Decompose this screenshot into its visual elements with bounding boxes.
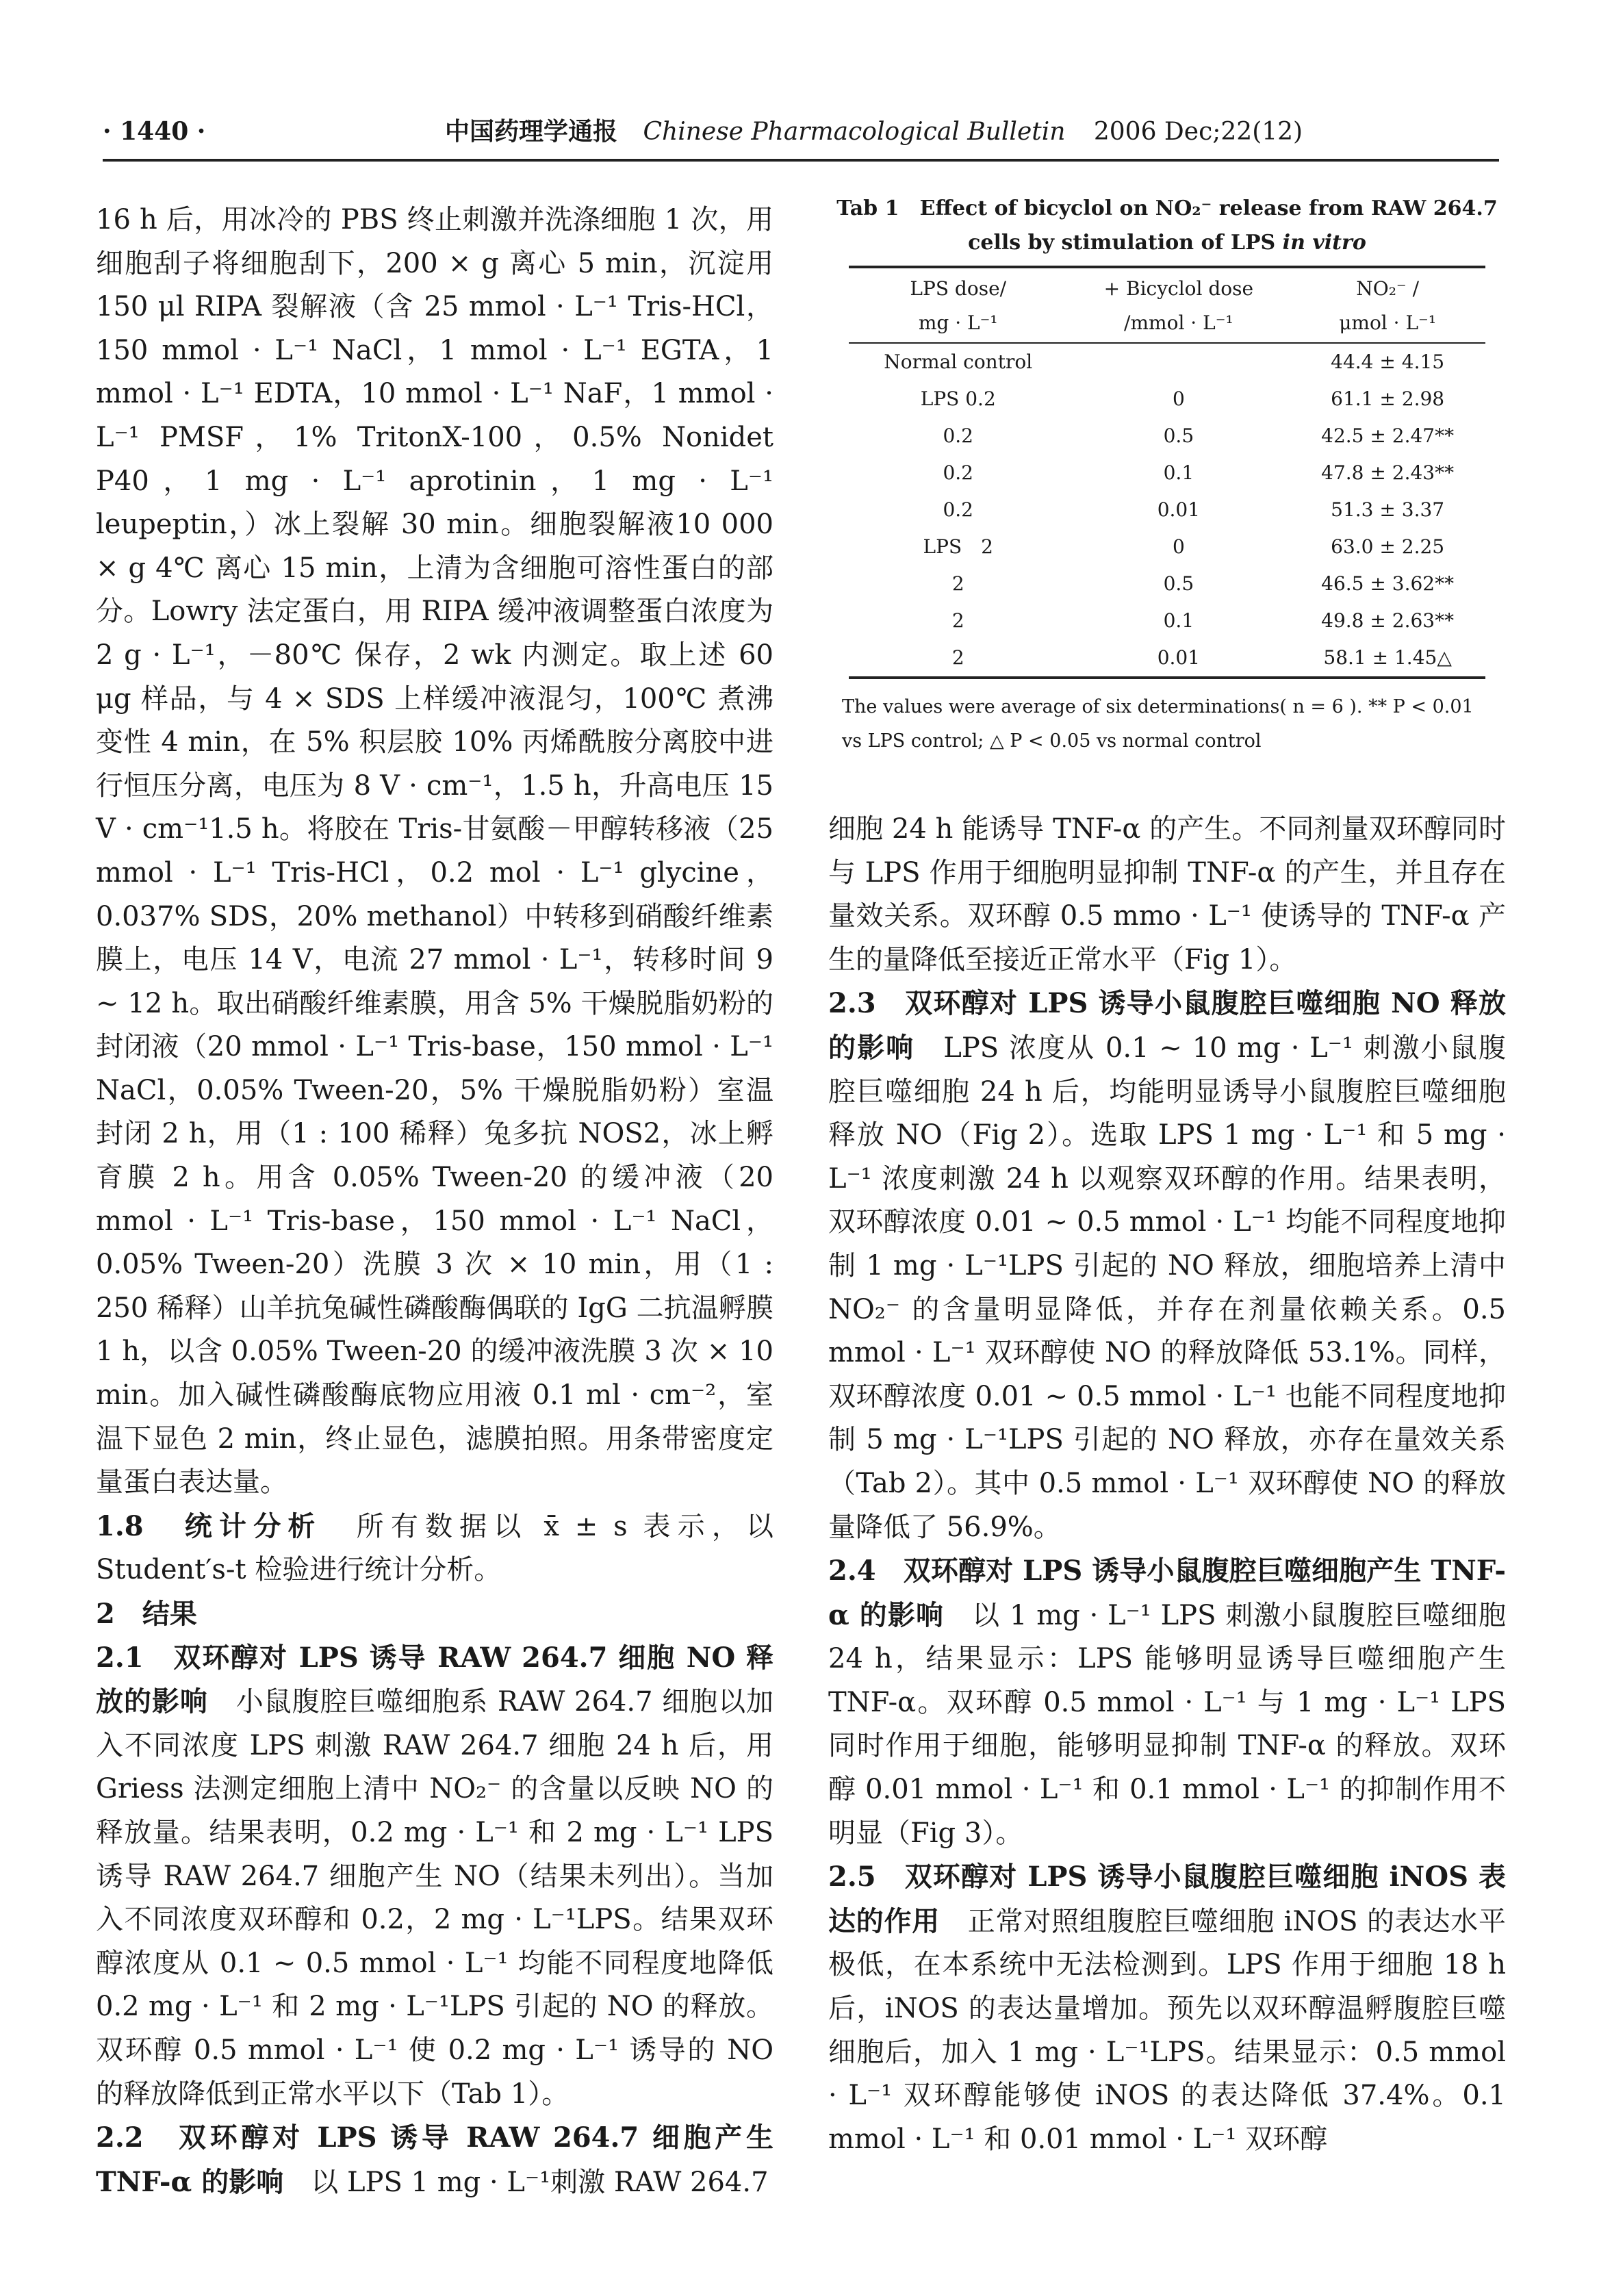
table-header-unit-no2: μmol · L⁻¹ bbox=[1290, 306, 1485, 343]
table-cell: 49.8 ± 2.63** bbox=[1321, 609, 1455, 632]
table-cell: 0.2 bbox=[943, 461, 973, 484]
table-1-footnote-line1: The values were average of six determinations( n = 6 ). ** P < 0.01 bbox=[842, 696, 1474, 717]
table-1 bbox=[828, 192, 1506, 758]
table-cell: 0.1 bbox=[1163, 609, 1194, 632]
section-1-8-heading: 1.8 统计分析 bbox=[96, 1509, 322, 1542]
table-row bbox=[849, 528, 1485, 565]
table-row bbox=[849, 455, 1485, 492]
left-column bbox=[96, 199, 773, 2204]
section-2-5 bbox=[828, 1855, 1506, 2161]
table-1-caption bbox=[828, 192, 1506, 260]
table-1-caption-line2-prefix: cells by stimulation of LPS bbox=[968, 231, 1276, 255]
running-head bbox=[103, 111, 1499, 152]
table-cell: 51.3 ± 3.37 bbox=[1331, 498, 1445, 521]
table-cell: 0.2 bbox=[943, 498, 973, 521]
table-row bbox=[849, 381, 1485, 418]
table-cell: 0.5 bbox=[1163, 572, 1194, 595]
table-cell: 61.1 ± 2.98 bbox=[1331, 387, 1445, 410]
table-cell: 2 bbox=[849, 639, 1067, 678]
table-1-footnote bbox=[828, 690, 1506, 758]
section-2-1 bbox=[96, 1636, 773, 2117]
table-1-caption-line1: Tab 1 Effect of bicyclol on NO₂⁻ release from RAW 264.7 bbox=[836, 196, 1498, 220]
table-cell: 58.1 ± 1.45△ bbox=[1290, 639, 1485, 678]
methods-paragraph: 16 h 后，用冰冷的 PBS 终止刺激并洗涤细胞 1 次，用细胞刮子将细胞刮下，200 × g 离心 5 min，沉淀用 150 μl RIPA 裂解液（含 25 mmol · L⁻¹ Tris-HCl，150 mmol · L⁻¹ NaCl，1 mmol · L⁻¹ EGTA，1 mmol · L⁻¹ EDTA，10 mmol · L⁻¹ NaF，1 mmol · L⁻¹ PMSF，1% TritonX-100，0.5% Nonidet P40，1 mg · L⁻¹ aprotinin，1 mg · L⁻¹ leupeptin，）冰上裂解 30 min。细胞裂解液10 000 × g 4℃ 离心 15 min，上清为含细胞可溶性蛋白的部分。Lowry 法定蛋白，用 RIPA 缓冲液调整蛋白浓度为 2 g · L⁻¹，－80℃ 保存，2 wk 内测定。取上述 60 μg 样品，与 4 × SDS 上样缓冲液混匀，100℃ 煮沸变性 4 min，在 5% 积层胶 10% 丙烯酰胺分离胶中进行恒压分离，电压为 8 V · cm⁻¹，1.5 h，升高电压 15 V · cm⁻¹1.5 h。将胶在 Tris-甘氨酸－甲醇转移液（25 mmol · L⁻¹ Tris-HCl，0.2 mol · L⁻¹ glycine，0.037% SDS，20% methanol）中转移到硝酸纤维素膜上，电压 14 V，电流 27 mmol · L⁻¹，转移时间 9 ~ 12 h。取出硝酸纤维素膜，用含 5% 干燥脱脂奶粉的封闭液（20 mmol · L⁻¹ Tris-base，150 mmol · L⁻¹ NaCl，0.05% Tween-20，5% 干燥脱脂奶粉）室温封闭 2 h，用（1 : 100 稀释）兔多抗 NOS2，冰上孵育膜 2 h。用含 0.05% Tween-20 的缓冲液（20 mmol · L⁻¹ Tris-base，150 mmol · L⁻¹ NaCl，0.05% Tween-20）洗膜 3 次 × 10 min，用（1 : 250 稀释）山羊抗兔碱性磷酸酶偶联的 IgG 二抗温孵膜 1 h，以含 0.05% Tween-20 的缓冲液洗膜 3 次 × 10 min。加入碱性磷酸酶底物应用液 0.1 ml · cm⁻²，室温下显色 2 min，终止显色，滤膜拍照。用条带密度定量蛋白表达量。 bbox=[96, 204, 773, 1498]
section-2-1-body: 小鼠腹腔巨噬细胞系 RAW 264.7 细胞以加入不同浓度 LPS 刺激 RAW 264.7 细胞 24 h 后，用 Griess 法测定细胞上清中 NO₂⁻ 的含量以反映 NO 的释放量。结果表明，0.2 mg · L⁻¹ 和 2 mg · L⁻¹ LPS 诱导 RAW 264.7 细胞产生 NO（结果未列出）。当加入不同浓度双环醇和 0.2，2 mg · L⁻¹LPS。结果双环醇浓度从 0.1 ~ 0.5 mmol · L⁻¹ 均能不同程度地降低 0.2 mg · L⁻¹ 和 2 mg · L⁻¹LPS 引起的 NO 的释放。双环醇 0.5 mmol · L⁻¹ 使 0.2 mg · L⁻¹ 诱导的 NO 的释放降低到正常水平以下（Tab 1）。 bbox=[96, 1686, 774, 2110]
table-row bbox=[849, 418, 1485, 455]
table-cell: 44.4 ± 4.15 bbox=[1331, 350, 1445, 373]
section-2-5-heading: 2.5 双环醇对 LPS 诱导小鼠腹腔巨噬细胞 iNOS 表达的作用 bbox=[828, 1861, 1506, 1937]
table-row bbox=[849, 639, 1485, 678]
table-cell: 63.0 ± 2.25 bbox=[1331, 535, 1445, 558]
table-1-caption-line2-italic: in vitro bbox=[1282, 231, 1366, 255]
table-1-caption-line2 bbox=[828, 226, 1506, 260]
table-header-no2: NO₂⁻ / bbox=[1290, 267, 1485, 306]
table-cell: 0.5 bbox=[1163, 424, 1194, 447]
table-row bbox=[849, 565, 1485, 602]
section-2-heading: 2 结果 bbox=[96, 1598, 197, 1630]
table-cell: 46.5 ± 3.62** bbox=[1321, 572, 1455, 595]
table-cell: 0.01 bbox=[1157, 498, 1201, 521]
section-2-2 bbox=[96, 2116, 773, 2204]
table-header-unit-lps: mg · L⁻¹ bbox=[849, 306, 1067, 343]
table-cell: LPS 0.2 bbox=[920, 387, 996, 410]
table-row bbox=[849, 343, 1485, 381]
table-cell: 0.01 bbox=[1067, 639, 1290, 678]
table-cell: 0 bbox=[1172, 387, 1185, 410]
table-header-unit-bicyclol: /mmol · L⁻¹ bbox=[1067, 306, 1290, 343]
table-cell: 0.2 bbox=[943, 424, 973, 447]
table-cell: LPS 2 bbox=[923, 535, 993, 558]
section-2-5-body: 正常对照组腹腔巨噬细胞 iNOS 的表达水平极低，在本系统中无法检测到。LPS 作用于细胞 18 h 后，iNOS 的表达量增加。预先以双环醇温孵腹腔巨噬细胞后，加入 1 mg · L⁻¹LPS。结果显示：0.5 mmol · L⁻¹ 双环醇能够使 iNOS 的表达降低 37.4%。0.1 mmol · L⁻¹ 和 0.01 mmol · L⁻¹ 双环醇 bbox=[828, 1905, 1506, 2155]
section-1-8-body: 所有数据以 x̄ ± s 表示，以 Student′s-t 检验进行统计分析。 bbox=[96, 1510, 774, 1586]
table-cell: 0 bbox=[1172, 535, 1185, 558]
journal-title-en: Chinese Pharmacological Bulletin bbox=[643, 118, 1066, 146]
table-cell: 2 bbox=[951, 609, 964, 632]
page-number: · 1440 · bbox=[103, 117, 206, 146]
table-1-grid bbox=[849, 266, 1485, 679]
section-2-4-body: 以 1 mg · L⁻¹ LPS 刺激小鼠腹腔巨噬细胞 24 h，结果显示：LPS 能够明显诱导巨噬细胞产生 TNF-α。双环醇 0.5 mmol · L⁻¹ 与 1 mg · L⁻¹ LPS 同时作用于细胞，能够明显抑制 TNF-α 的释放。双环醇 0.01 mmol · L⁻¹ 和 0.1 mmol · L⁻¹ 的抑制作用不明显（Fig 3）。 bbox=[828, 1599, 1507, 1849]
table-cell: Normal control bbox=[884, 350, 1033, 373]
header-rule bbox=[103, 159, 1499, 162]
table-cell: 0.1 bbox=[1163, 461, 1194, 484]
section-2-1-heading: 2.1 双环醇对 LPS 诱导 RAW 264.7 细胞 NO 释放的影响 bbox=[96, 1641, 773, 1718]
section-2-4 bbox=[828, 1549, 1506, 1855]
table-row bbox=[849, 602, 1485, 639]
section-2-4-heading: 2.4 双环醇对 LPS 诱导小鼠腹腔巨噬细胞产生 TNF-α 的影响 bbox=[828, 1555, 1506, 1631]
table-header-lps-dose: LPS dose/ bbox=[849, 267, 1067, 306]
table-header-bicyclol-dose: + Bicyclol dose bbox=[1067, 267, 1290, 306]
table-cell: 42.5 ± 2.47** bbox=[1321, 424, 1455, 447]
table-1-footnote-line2: vs LPS control; △ P < 0.05 vs normal control bbox=[842, 730, 1262, 752]
journal-issue: 2006 Dec;22(12) bbox=[1093, 118, 1303, 146]
section-2-2-body: 以 LPS 1 mg · L⁻¹刺激 RAW 264.7 bbox=[283, 2166, 769, 2198]
table-cell: 2 bbox=[951, 572, 964, 595]
right-column bbox=[828, 808, 1506, 2161]
section-2-3 bbox=[828, 982, 1506, 1549]
table-cell bbox=[1067, 343, 1290, 381]
table-cell: 47.8 ± 2.43** bbox=[1321, 461, 1455, 484]
section-1-8 bbox=[96, 1505, 773, 1592]
section-2-2-heading: 2.2 双环醇对 LPS 诱导 RAW 264.7 细胞产生 TNF-α 的影响 bbox=[96, 2121, 773, 2198]
journal-title bbox=[445, 111, 1303, 153]
journal-title-cn: 中国药理学通报 bbox=[445, 117, 618, 146]
section-2-3-body: LPS 浓度从 0.1 ~ 10 mg · L⁻¹ 刺激小鼠腹腔巨噬细胞 24 h 后，均能明显诱导小鼠腹腔巨噬细胞释放 NO（Fig 2）。选取 LPS 1 mg · L⁻¹ 和 5 mg · L⁻¹ 浓度刺激 24 h 以观察双环醇的作用。结果表明，双环醇浓度 0.01 ~ 0.5 mmol · L⁻¹ 均能不同程度地抑制 1 mg · L⁻¹LPS 引起的 NO 释放，细胞培养上清中 NO₂⁻ 的含量明显降低，并存在剂量依赖关系。0.5 mmol · L⁻¹ 双环醇使 NO 的释放降低 53.1%。同样，双环醇浓度 0.01 ~ 0.5 mmol · L⁻¹ 也能不同程度地抑制 5 mg · L⁻¹LPS 引起的 NO 释放，亦存在量效关系（Tab 2）。其中 0.5 mmol · L⁻¹ 双环醇使 NO 的释放量降低了 56.9%。 bbox=[828, 1032, 1507, 1543]
section-2-3-heading: 2.3 双环醇对 LPS 诱导小鼠腹腔巨噬细胞 NO 释放的影响 bbox=[828, 987, 1506, 1064]
tnf-continuation-paragraph: 细胞 24 h 能诱导 TNF-α 的产生。不同剂量双环醇同时与 LPS 作用于细胞明显抑制 TNF-α 的产生，并且存在量效关系。双环醇 0.5 mmo · L⁻¹ 使诱导的 TNF-α 产生的量降低至接近正常水平（Fig 1）。 bbox=[828, 813, 1506, 975]
table-row bbox=[849, 492, 1485, 528]
